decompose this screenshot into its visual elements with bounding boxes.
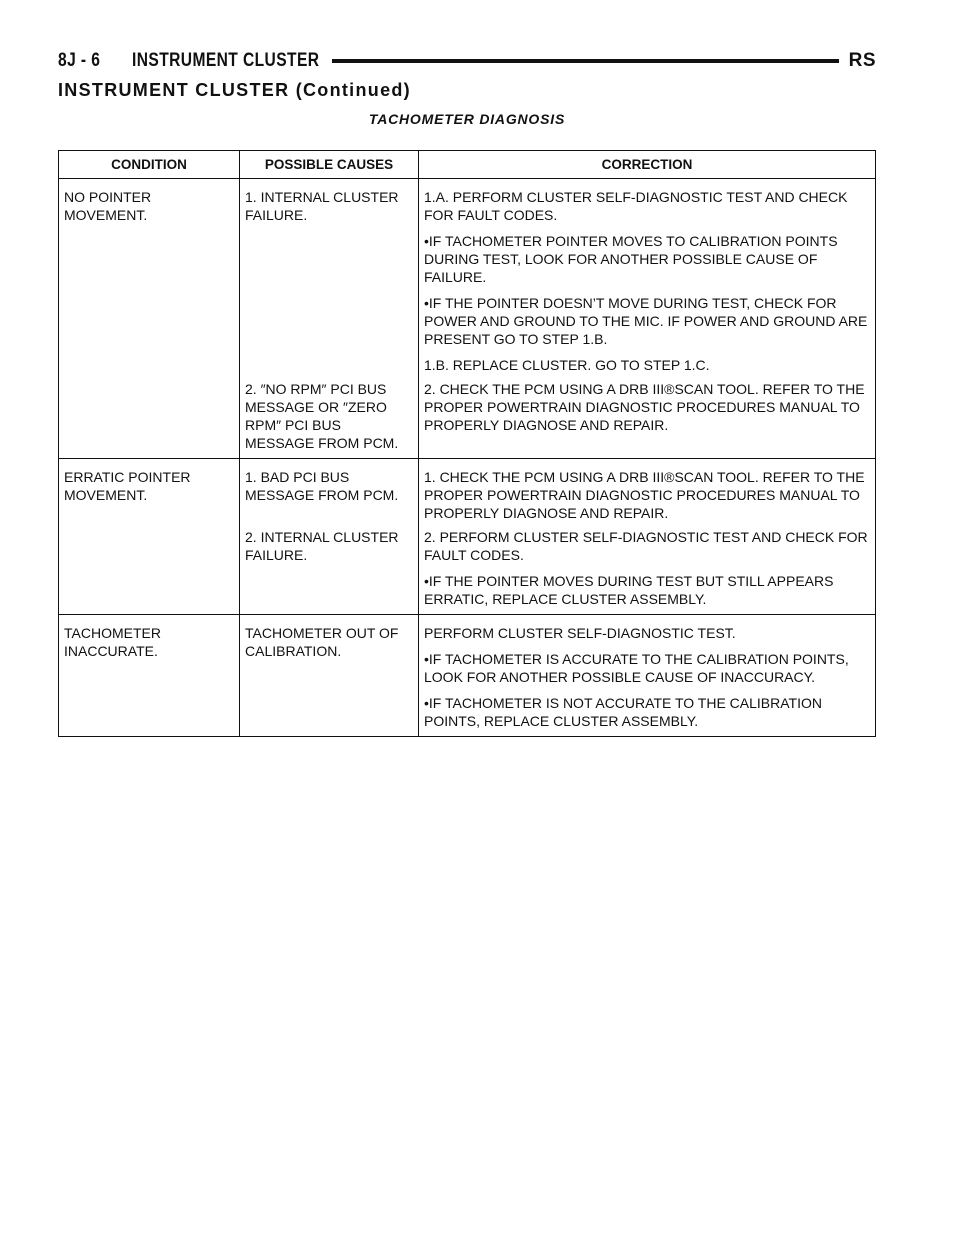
table-header-row — [59, 151, 876, 179]
header-rule — [332, 59, 838, 63]
condition-cell: NO POINTER MOVEMENT. — [59, 179, 240, 381]
correction-step: 1.A. PERFORM CLUSTER SELF-DIAGNOSTIC TEST AND CHECK FOR FAULT CODES. — [424, 189, 848, 223]
correction-cell — [419, 528, 876, 615]
correction-bullet: •IF TACHOMETER IS ACCURATE TO THE CALIBRATION POINTS, LOOK FOR ANOTHER POSSIBLE CAUSE OF INACCURACY. — [424, 651, 849, 685]
cause-cell: TACHOMETER OUT OF CALIBRATION. — [240, 615, 419, 737]
header-left — [58, 50, 360, 72]
cause-cell: 2. INTERNAL CLUSTER FAILURE. — [240, 528, 419, 615]
diagnosis-table — [58, 150, 876, 737]
table-row — [59, 459, 876, 529]
table-row — [59, 380, 876, 459]
cause-cell: 2. ″NO RPM″ PCI BUS MESSAGE OR ″ZERO RPM″ PCI BUS MESSAGE FROM PCM. — [240, 380, 419, 459]
correction-step: 2. CHECK THE PCM USING A DRB III®SCAN TOOL. REFER TO THE PROPER POWERTRAIN DIAGNOSTIC PROCEDURES MANUAL TO PROPERLY DIAGNOSE AND REPAIR. — [424, 381, 865, 433]
correction-bullet: •IF THE POINTER DOESN’T MOVE DURING TEST, CHECK FOR POWER AND GROUND TO THE MIC. IF POWER AND GROUND ARE PRESENT GO TO STEP 1.B. — [424, 295, 868, 347]
correction-step: 2. PERFORM CLUSTER SELF-DIAGNOSTIC TEST AND CHECK FOR FAULT CODES. — [424, 529, 868, 563]
correction-bullet: •IF TACHOMETER POINTER MOVES TO CALIBRATION POINTS DURING TEST, LOOK FOR ANOTHER POSSIBLE CAUSE OF FAILURE. — [424, 233, 838, 285]
column-header-causes: POSSIBLE CAUSES — [240, 151, 419, 179]
correction-bullet: •IF TACHOMETER IS NOT ACCURATE TO THE CALIBRATION POINTS, REPLACE CLUSTER ASSEMBLY. — [424, 695, 822, 729]
condition-cell — [59, 380, 240, 459]
cause-cell: 1. BAD PCI BUS MESSAGE FROM PCM. — [240, 459, 419, 529]
cause-cell: 1. INTERNAL CLUSTER FAILURE. — [240, 179, 419, 381]
correction-cell — [419, 380, 876, 459]
table-title: TACHOMETER DIAGNOSIS — [368, 111, 566, 127]
column-header-condition: CONDITION — [59, 151, 240, 179]
condition-cell — [59, 528, 240, 615]
condition-cell: ERRATIC POINTER MOVEMENT. — [59, 459, 240, 529]
correction-step: PERFORM CLUSTER SELF-DIAGNOSTIC TEST. — [424, 625, 736, 641]
correction-cell — [419, 179, 876, 381]
table-row — [59, 179, 876, 381]
section-continued-title: INSTRUMENT CLUSTER (Continued) — [58, 80, 411, 100]
correction-cell — [419, 615, 876, 737]
correction-step: 1.B. REPLACE CLUSTER. GO TO STEP 1.C. — [424, 357, 710, 373]
table-row — [59, 615, 876, 737]
model-code: RS — [848, 50, 876, 71]
column-header-correction: CORRECTION — [419, 151, 876, 179]
correction-step: 1. CHECK THE PCM USING A DRB III®SCAN TOOL. REFER TO THE PROPER POWERTRAIN DIAGNOSTIC PROCEDURES MANUAL TO PROPERLY DIAGNOSE AND REPAIR. — [424, 469, 865, 521]
table-row — [59, 528, 876, 615]
page-header — [58, 44, 876, 78]
page-number: 8J - 6 — [58, 50, 101, 71]
correction-bullet: •IF THE POINTER MOVES DURING TEST BUT STILL APPEARS ERRATIC, REPLACE CLUSTER ASSEMBLY. — [424, 573, 834, 607]
section-name: INSTRUMENT CLUSTER — [131, 50, 320, 71]
correction-cell — [419, 459, 876, 529]
condition-cell: TACHOMETER INACCURATE. — [59, 615, 240, 737]
